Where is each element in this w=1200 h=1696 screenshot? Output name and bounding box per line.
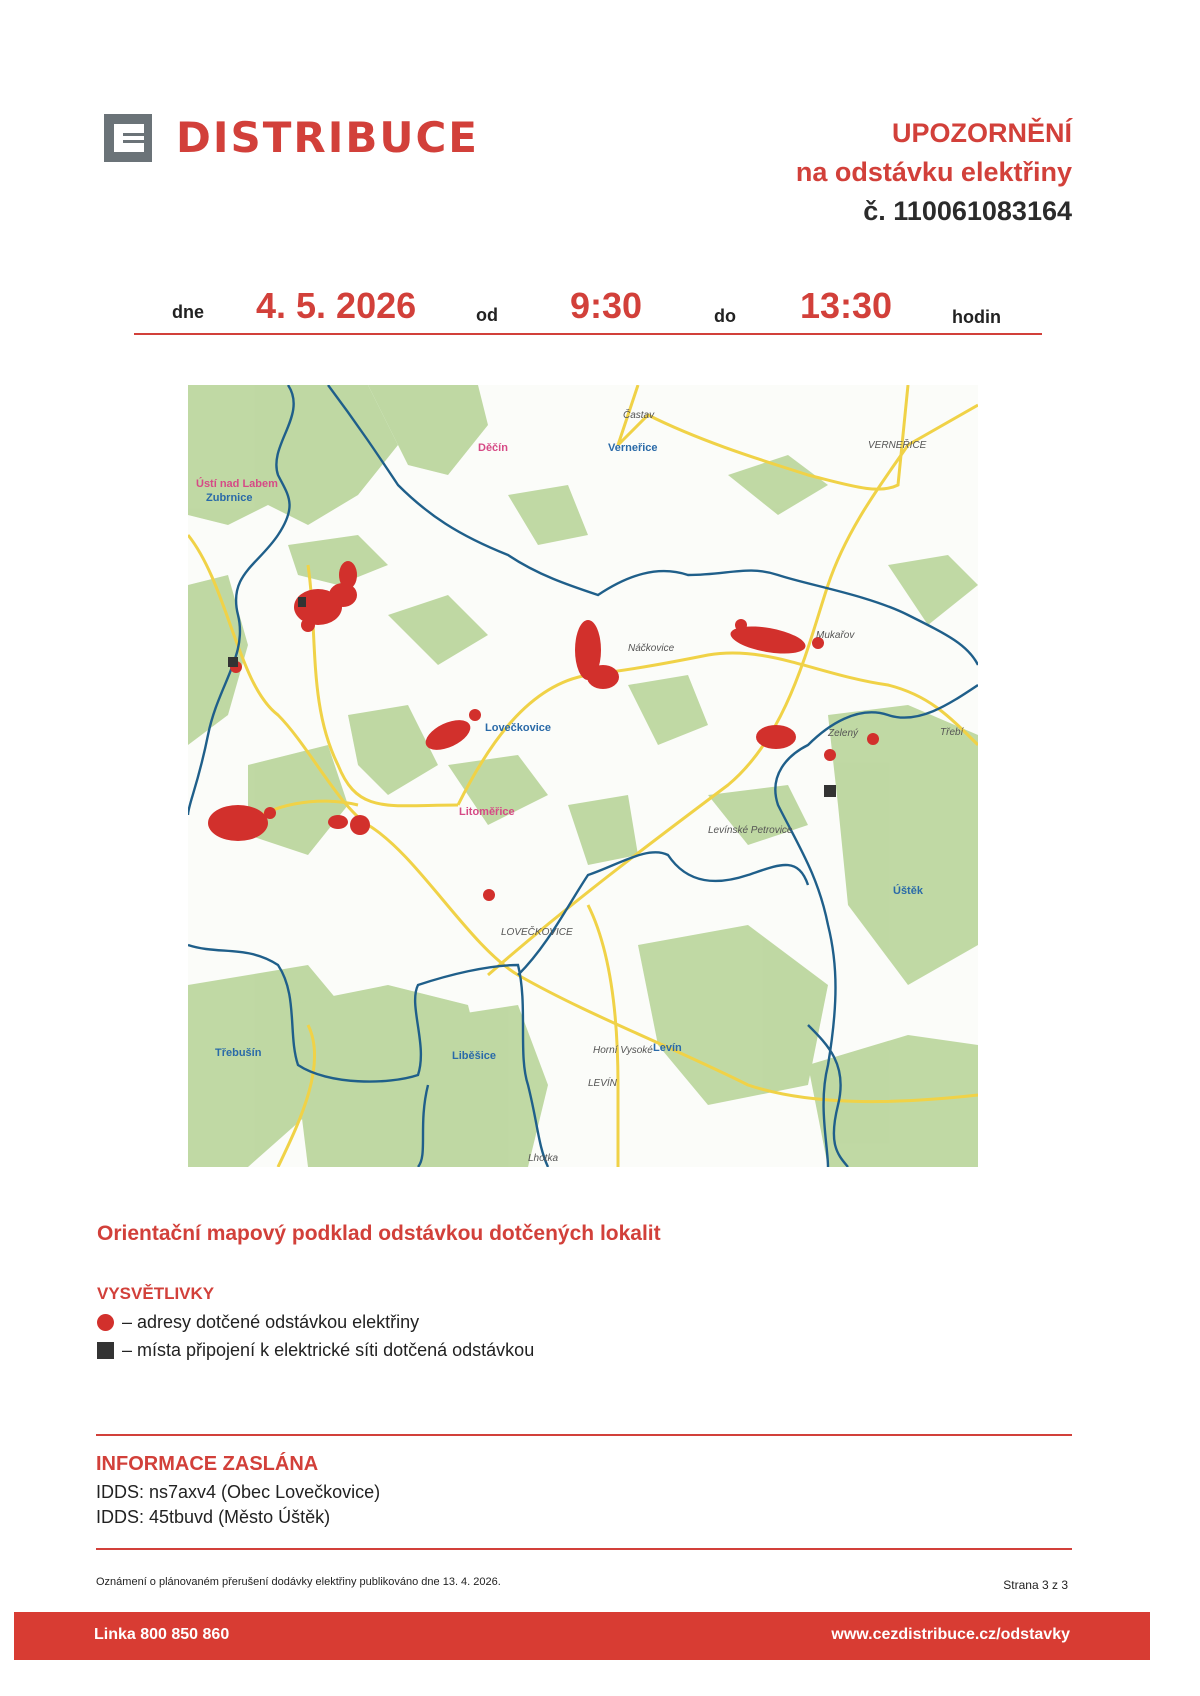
notice-title: UPOZORNĚNÍ (891, 118, 1072, 148)
legend-heading: VYSVĚTLIVKY (97, 1284, 215, 1303)
date-label: dne (172, 302, 205, 322)
notice-subtitle: na odstávku elektřiny (795, 157, 1072, 187)
legend-item-connection-points (97, 1340, 534, 1361)
hotline: Linka 800 850 860 (94, 1626, 230, 1643)
map-label: Litoměřice (459, 806, 515, 818)
info-line: IDDS: ns7axv4 (Obec Lovečkovice) (96, 1482, 381, 1502)
legend-text: – místa připojení k elektrické síti dotčená odstávkou (122, 1340, 535, 1360)
map-label: VERNEŘICE (868, 440, 927, 451)
info-heading: INFORMACE ZASLÁNA (96, 1453, 319, 1475)
map-label: Verneřice (608, 442, 658, 454)
page-number: Strana 3 z 3 (1003, 1578, 1068, 1592)
outage-date: 4. 5. 2026 (256, 285, 417, 326)
brand-name: DISTRIBUCE (176, 113, 479, 162)
info-line: IDDS: 45tbuvd (Město Úštěk) (96, 1507, 331, 1527)
map-label: Náčkovice (628, 643, 675, 654)
dark-square-icon (97, 1342, 114, 1359)
map-label: Mukařov (816, 630, 855, 641)
map-label: Levín (653, 1042, 682, 1054)
notice-number: č. 110061083164 (863, 196, 1072, 226)
map-label: LEVÍN (588, 1078, 617, 1089)
footer-band (14, 1612, 1150, 1660)
map-label: Zubrnice (206, 492, 253, 504)
map-label: Lhotka (528, 1153, 559, 1164)
map-label: Děčín (478, 442, 508, 454)
schedule-divider (134, 333, 1042, 335)
map-label: Liběšice (452, 1050, 497, 1062)
map-label: Zelený (828, 728, 859, 739)
map-label: Horní Vysoké (593, 1045, 653, 1056)
map-label: Třebí (940, 727, 964, 738)
publication-note: Oznámení o plánovaném přerušení dodávky elektřiny publikováno dne 13. 4. 2026. (96, 1576, 501, 1588)
outage-map (188, 385, 978, 1167)
map-label: Třebušín (215, 1047, 262, 1059)
map-label: Úštěk (893, 885, 923, 897)
legend-item-addresses (97, 1312, 419, 1333)
red-dot-icon (97, 1314, 114, 1331)
map-caption: Orientační mapový podklad odstávkou dotčených lokalit (97, 1222, 661, 1245)
from-label: od (476, 305, 498, 325)
map-label: Lovečkovice (485, 722, 552, 734)
legend-text: – adresy dotčené odstávkou elektřiny (122, 1312, 420, 1332)
outage-end: 13:30 (800, 285, 893, 326)
map-label: LOVEČKOVICE (501, 927, 573, 938)
unit-label: hodin (952, 307, 1001, 327)
map-label: Častav (623, 410, 655, 421)
map-label: Levínské Petrovice (708, 825, 793, 836)
section-divider (96, 1548, 1072, 1550)
map-graphic (188, 385, 978, 1167)
cez-logo-icon (104, 114, 152, 162)
section-divider (96, 1434, 1072, 1436)
outage-start: 9:30 (570, 285, 643, 326)
to-label: do (714, 306, 736, 326)
map-label: Ústí nad Labem (196, 478, 278, 490)
website-link[interactable]: www.cezdistribuce.cz/odstavky (831, 1626, 1070, 1643)
